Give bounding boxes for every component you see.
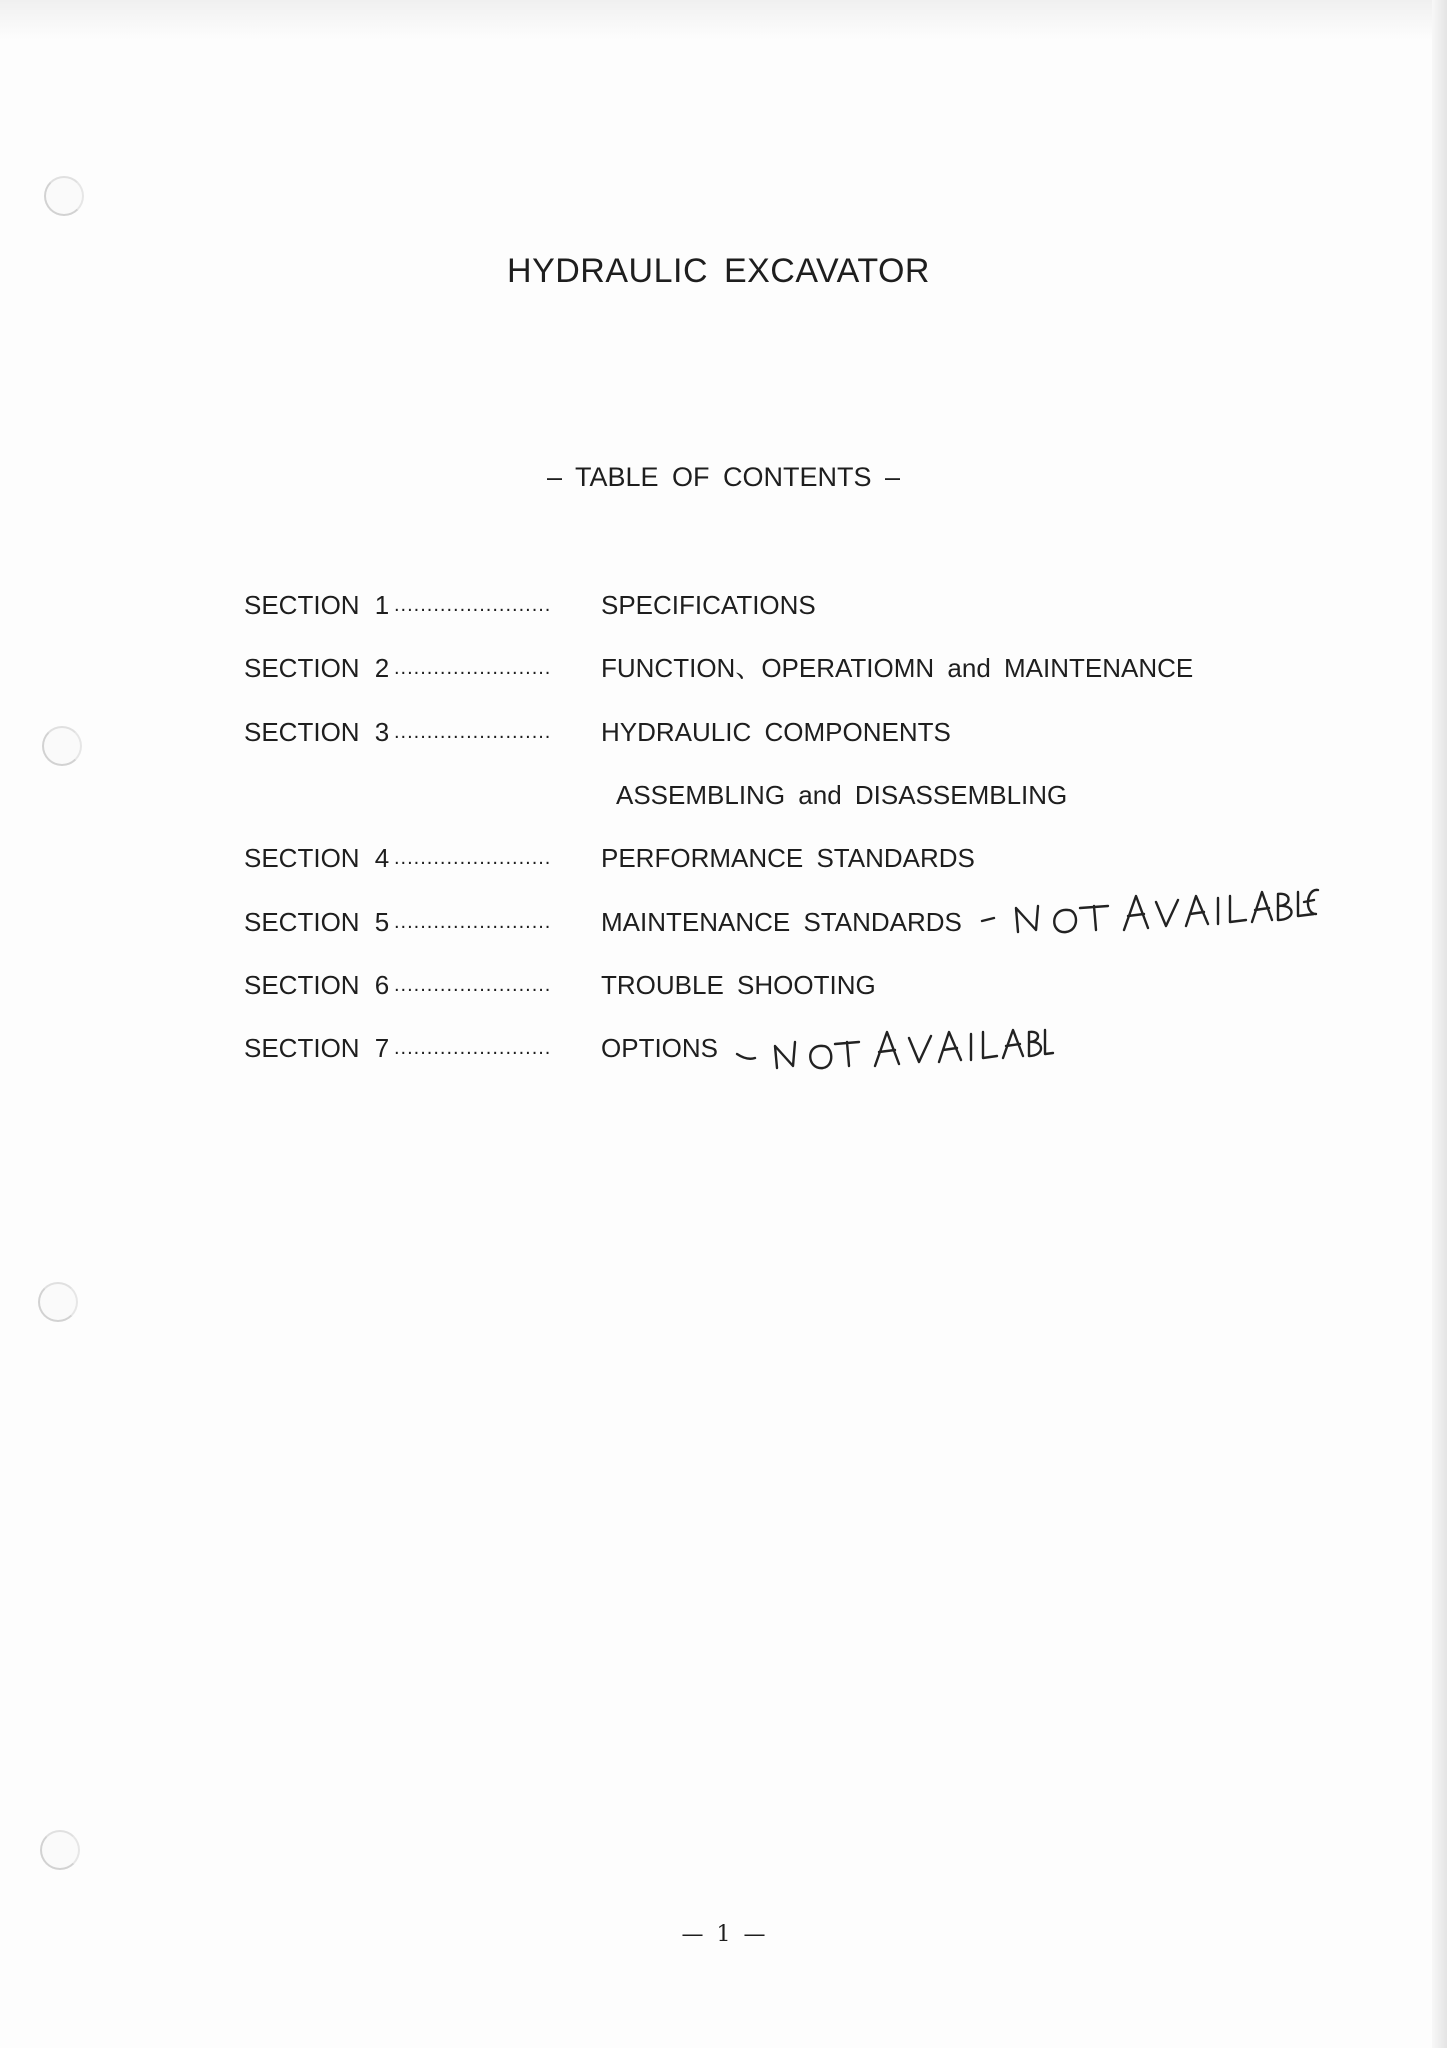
toc-entry-title: ASSEMBLING and DISASSEMBLING xyxy=(616,780,1068,810)
toc-entry-title: OPTIONS xyxy=(601,1033,719,1063)
toc-entry-title: HYDRAULIC COMPONENTS xyxy=(601,717,951,747)
toc-section-label: SECTION 6 xyxy=(244,970,390,1000)
toc-leader-dots: ........................ xyxy=(394,974,552,996)
toc-heading-text: – TABLE OF CONTENTS – xyxy=(546,462,901,492)
toc-entry-title: FUNCTION、OPERATIOMN and MAINTENANCE xyxy=(601,653,1194,683)
toc-section-label: SECTION 4 xyxy=(244,843,390,873)
toc-leader-dots: ........................ xyxy=(394,911,552,933)
handwritten-not-available-note xyxy=(980,878,1320,948)
page-number: — 1 — xyxy=(681,1922,766,1947)
toc-entry-title: MAINTENANCE STANDARDS xyxy=(601,907,962,937)
toc-section-label: SECTION 3 xyxy=(244,717,390,747)
toc-entry-title: TROUBLE SHOOTING xyxy=(601,970,876,1000)
toc-leader-dots: ........................ xyxy=(394,721,552,743)
toc-leader-dots: ........................ xyxy=(394,594,552,616)
toc-leader-dots: ........................ xyxy=(394,847,552,869)
toc-section-label: SECTION 1 xyxy=(244,590,390,620)
toc-entry-title: PERFORMANCE STANDARDS xyxy=(601,843,975,873)
toc-section-label: SECTION 2 xyxy=(244,653,390,683)
toc-leader-dots: ........................ xyxy=(394,657,552,679)
toc-leader-dots: ........................ xyxy=(394,1037,552,1059)
document-title-text: HYDRAULIC EXCAVATOR xyxy=(507,252,930,290)
toc-section-label: SECTION 5 xyxy=(244,907,390,937)
handwritten-not-available-note xyxy=(735,1018,1055,1088)
toc-section-label: SECTION 7 xyxy=(244,1033,390,1063)
toc-entry-title: SPECIFICATIONS xyxy=(601,590,816,620)
